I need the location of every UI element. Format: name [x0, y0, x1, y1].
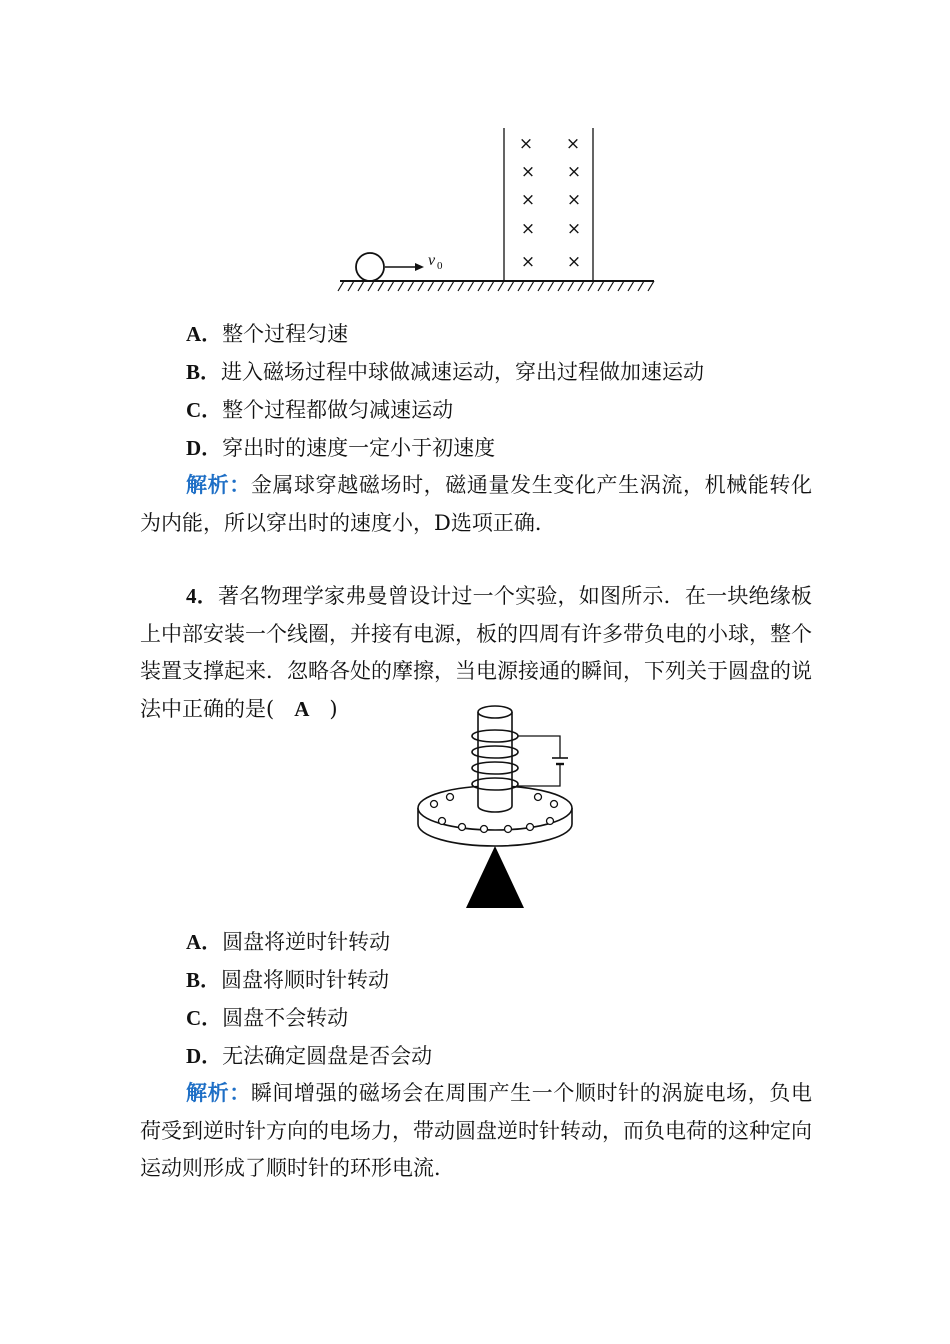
q3-option-a: [186, 320, 348, 348]
option-text: 无法确定圆盘是否会动: [222, 1044, 433, 1068]
field-cross: ×: [566, 162, 582, 182]
option-letter: A．: [186, 322, 223, 346]
q4-option-d: [186, 1042, 432, 1070]
circuit-wire: [518, 736, 560, 758]
stem-close-paren: ): [329, 696, 338, 721]
field-cross: ×: [566, 252, 582, 272]
q4-analysis: [140, 1074, 812, 1188]
option-letter: C．: [186, 398, 223, 422]
question-stem-text: 著名物理学家弗曼曾设计过一个实验，如图所示．在一块绝缘板上中部安装一个线圈，并接有电源，板的四周有许多带负电的小球，整个装置支撑起来．忽略各处的摩擦，当电源接通的瞬间，下列关于圆盘的说法中正确的是(: [140, 584, 813, 721]
velocity-arrowhead: [415, 263, 424, 271]
field-cross: ×: [520, 162, 536, 182]
field-cross: ×: [520, 219, 536, 239]
option-letter: C．: [186, 1006, 223, 1030]
answer-letter: A: [294, 696, 310, 721]
field-cross: ×: [566, 219, 582, 239]
charged-ball: [439, 818, 446, 825]
analysis-label: 解析：: [186, 1080, 251, 1105]
charged-ball: [535, 794, 542, 801]
ground-hatching: [338, 281, 654, 291]
q4-option-b: [186, 966, 389, 994]
analysis-label: 解析：: [186, 472, 251, 497]
q3-option-b: [186, 358, 704, 386]
disc-coil-figure: [414, 700, 576, 912]
option-letter: A．: [186, 930, 223, 954]
field-cross: ×: [518, 134, 534, 154]
field-cross: ×: [520, 252, 536, 272]
option-letter: B．: [186, 968, 222, 992]
q3-option-d: [186, 434, 495, 462]
field-cross: ×: [566, 190, 582, 210]
velocity-subscript: 0: [437, 260, 443, 272]
option-text: 圆盘不会转动: [222, 1006, 349, 1030]
charged-ball: [481, 826, 488, 833]
charged-ball: [459, 824, 466, 831]
support-triangle: [466, 846, 524, 908]
magnetic-field-figure: [336, 124, 658, 294]
option-text: 圆盘将逆时针转动: [222, 930, 391, 954]
option-text: 整个过程都做匀减速运动: [222, 398, 454, 422]
charged-ball: [447, 794, 454, 801]
option-text: 整个过程匀速: [222, 322, 349, 346]
velocity-label: v: [428, 252, 436, 269]
analysis-text: 瞬间增强的磁场会在周围产生一个顺时针的涡旋电场，负电荷受到逆时针方向的电场力，带动圆盘逆时针转动，而负电荷的这种定向运动则形成了顺时针的环形电流．: [140, 1081, 813, 1180]
charged-ball: [527, 824, 534, 831]
question-number: 4．: [186, 584, 218, 608]
option-letter: D．: [186, 1044, 223, 1068]
metal-ball: [356, 253, 384, 281]
option-letter: B．: [186, 360, 222, 384]
charged-ball: [505, 826, 512, 833]
q4-option-a: [186, 928, 390, 956]
charged-ball: [547, 818, 554, 825]
analysis-text: 金属球穿越磁场时，磁通量发生变化产生涡流，机械能转化为内能，所以穿出时的速度小，D选项正确．: [140, 473, 813, 535]
coil-core-top: [478, 706, 512, 718]
option-letter: D．: [186, 436, 223, 460]
option-text: 穿出时的速度一定小于初速度: [222, 436, 496, 460]
charged-ball: [551, 801, 558, 808]
field-cross: ×: [565, 134, 581, 154]
option-text: 圆盘将顺时针转动: [221, 968, 390, 992]
q3-analysis: [140, 466, 812, 542]
charged-ball: [431, 801, 438, 808]
field-crosses: [519, 134, 581, 272]
circuit-wire: [518, 764, 560, 786]
q4-option-c: [186, 1004, 348, 1032]
field-cross: ×: [520, 190, 536, 210]
option-text: 进入磁场过程中球做减速运动，穿出过程做加速运动: [221, 360, 705, 384]
q3-option-c: [186, 396, 453, 424]
